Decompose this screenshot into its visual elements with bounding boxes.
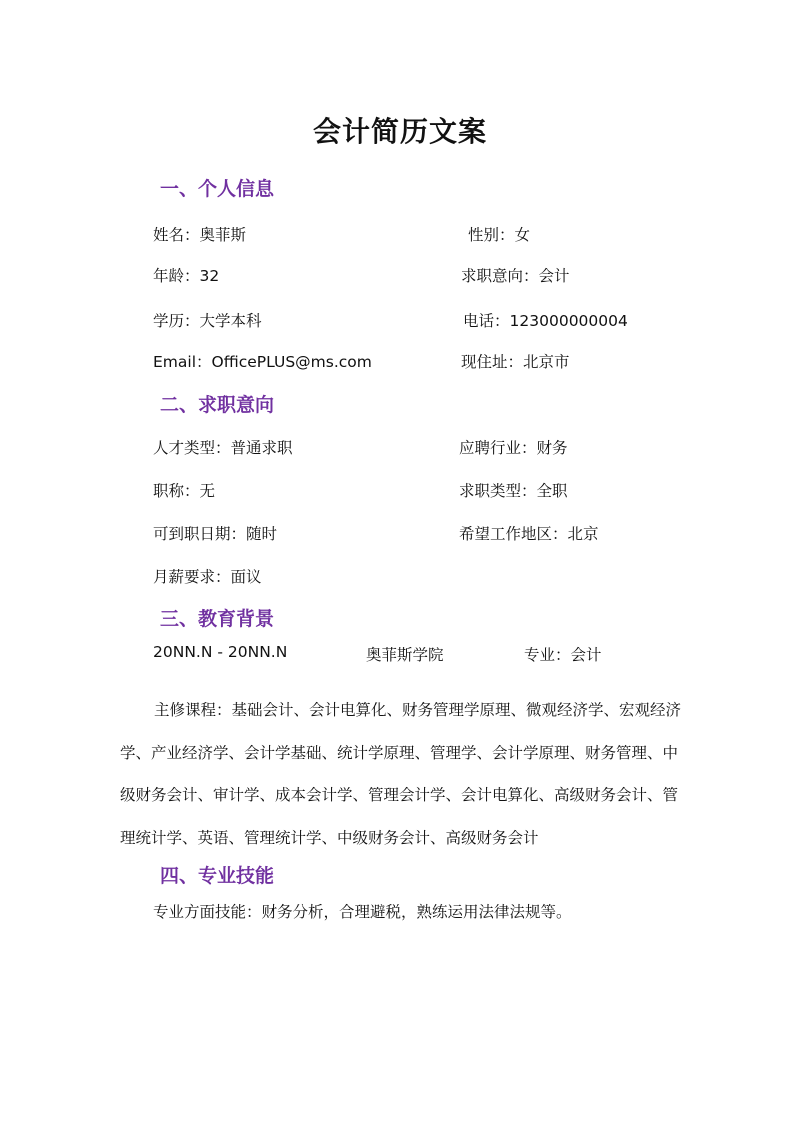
field-separator: ： <box>499 226 515 244</box>
field-job-type <box>459 479 568 501</box>
skills-text: 专业方面技能：财务分析，合理避税，熟练运用法律法规等。 <box>153 903 572 921</box>
field-value: 北京市 <box>523 353 570 371</box>
field-value: 随时 <box>246 525 278 543</box>
section-heading-job: 二、求职意向 <box>160 394 275 416</box>
field-label: 学历 <box>153 312 185 330</box>
field-age <box>153 264 219 286</box>
field-name <box>153 223 246 245</box>
document-title: 会计简历文案 <box>312 115 487 148</box>
field-label: 现住址 <box>461 353 508 371</box>
field-separator: ： <box>215 568 231 586</box>
field-value: 女 <box>514 226 531 244</box>
field-education <box>153 309 262 331</box>
section-heading-skills: 四、专业技能 <box>160 865 275 887</box>
field-label: 职称 <box>153 482 185 500</box>
field-separator: ： <box>523 267 539 285</box>
education-period: 20NN.N - 20NN.N <box>153 643 288 661</box>
field-email <box>153 350 372 372</box>
education-major <box>524 643 602 665</box>
field-separator: ： <box>196 353 212 371</box>
field-separator: ： <box>215 439 231 457</box>
field-label: 年龄 <box>153 267 185 285</box>
field-phone <box>463 309 628 331</box>
field-label: 希望工作地区 <box>459 525 553 543</box>
field-label: 月薪要求 <box>153 568 216 586</box>
field-separator: ： <box>184 226 200 244</box>
field-label: 姓名 <box>153 226 185 244</box>
section-heading-personal: 一、个人信息 <box>160 178 275 200</box>
field-separator: ： <box>521 439 537 457</box>
field-value: OfficePLUS@ms.com <box>211 353 372 371</box>
field-start-date <box>153 522 277 544</box>
field-value: 普通求职 <box>230 439 293 457</box>
field-value: 大学本科 <box>199 312 262 330</box>
field-gender <box>468 223 530 245</box>
field-separator: ： <box>184 267 200 285</box>
field-value: 会计 <box>538 267 570 285</box>
field-separator: ： <box>521 482 537 500</box>
field-label: 性别 <box>468 226 500 244</box>
field-value: 面议 <box>230 568 262 586</box>
field-address <box>461 350 570 372</box>
field-label: 应聘行业 <box>459 439 522 457</box>
field-value: 全职 <box>536 482 568 500</box>
education-school: 奥菲斯学院 <box>366 646 444 664</box>
field-value: 会计 <box>570 646 602 664</box>
field-separator: ： <box>555 646 571 664</box>
field-label: Email <box>153 353 197 371</box>
field-separator: ： <box>507 353 524 371</box>
field-talent-type <box>153 436 293 458</box>
field-separator: ： <box>184 312 200 330</box>
field-label: 人才类型 <box>153 439 216 457</box>
field-industry <box>459 436 568 458</box>
field-label: 专业 <box>524 646 556 664</box>
field-value: 北京 <box>567 525 599 543</box>
field-label: 求职意向 <box>461 267 524 285</box>
field-separator: ： <box>184 482 200 500</box>
field-label: 求职类型 <box>459 482 522 500</box>
field-value: 32 <box>199 267 220 285</box>
field-position-title <box>153 479 215 501</box>
field-label: 可到职日期 <box>153 525 231 543</box>
field-salary <box>153 565 262 587</box>
field-value: 无 <box>199 482 216 500</box>
field-separator: ： <box>494 312 510 330</box>
section-heading-education: 三、教育背景 <box>160 608 275 630</box>
education-courses: 主修课程：基础会计、会计电算化、财务管理学原理、微观经济学、宏观经济学、产业经济学、会计学基础、统计学原理、管理学、会计学原理、财务管理、中级财务会计、审计学、成本会计学、管理会计学、会计电算化、高级财务会计、管理统计学、英语、管理统计学、中级财务会计、高级财务会计 <box>120 701 682 847</box>
field-separator: ： <box>230 525 247 543</box>
field-value: 奥菲斯 <box>199 226 247 244</box>
field-label: 电话 <box>463 312 495 330</box>
field-value: 123000000004 <box>509 312 628 330</box>
field-intention <box>461 264 570 286</box>
field-value: 财务 <box>536 439 568 457</box>
field-separator: ： <box>552 525 568 543</box>
field-location <box>459 522 599 544</box>
